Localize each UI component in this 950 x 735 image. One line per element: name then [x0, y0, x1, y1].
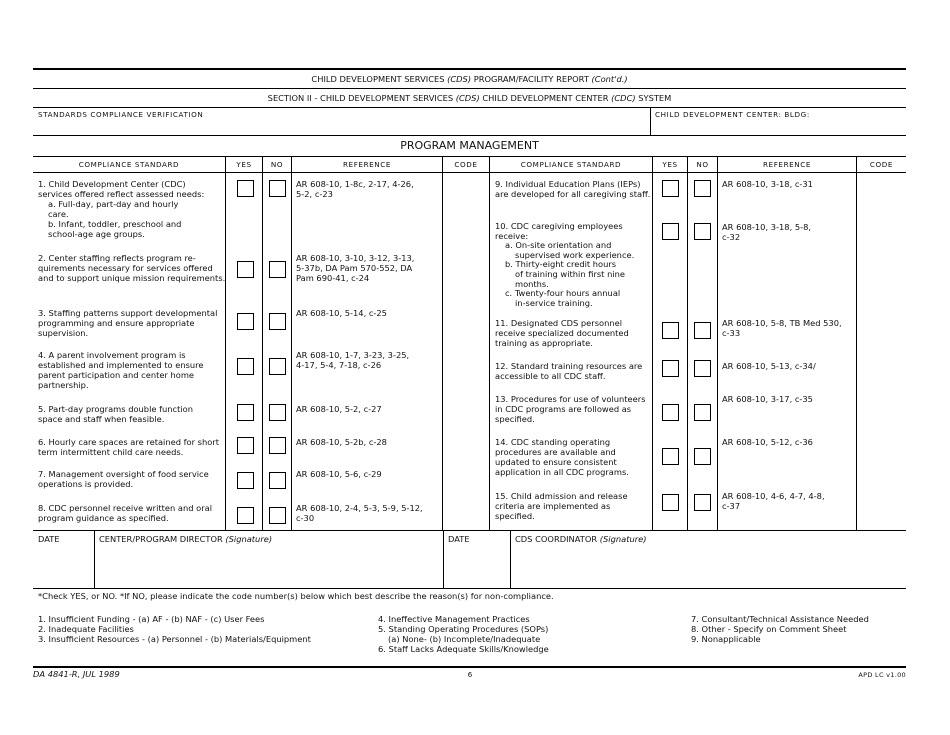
- ref-text: c-37: [722, 501, 741, 511]
- item-text: care.: [48, 209, 69, 219]
- top-border: [33, 68, 906, 70]
- ref-text: AR 608-10, 2-4, 5-3, 5-9, 5-12,: [296, 503, 423, 513]
- ref-text: 5-2, c-23: [296, 189, 333, 199]
- ref-text: AR 608-10, 5-6, c-29: [296, 469, 382, 479]
- no-checkbox-1[interactable]: [269, 180, 286, 197]
- col-no-left: NO: [270, 160, 284, 169]
- no-checkbox-3[interactable]: [269, 313, 286, 330]
- rule: [33, 107, 906, 108]
- ref-text: AR 608-10, 5-8, TB Med 530,: [722, 318, 842, 328]
- col-no-right: NO: [696, 160, 709, 169]
- item-text: quirements necessary for services offered: [38, 263, 213, 273]
- rule: [33, 88, 906, 89]
- yes-checkbox-11[interactable]: [662, 322, 679, 339]
- ref-text: 4-17, 5-4, 7-18, c-26: [296, 360, 382, 370]
- ref-text: c-30: [296, 513, 315, 523]
- item-text: 3. Staffing patterns support developmental: [38, 308, 218, 318]
- report-title: CHILD DEVELOPMENT SERVICES (CDS) PROGRAM/FACILITY REPORT (Cont'd.): [311, 74, 628, 84]
- code-text: 5. Standing Operating Procedures (SOPs): [378, 624, 549, 634]
- item-text: 8. CDC personnel receive written and oral: [38, 503, 212, 513]
- yes-checkbox-5[interactable]: [237, 404, 254, 421]
- item-text: 15. Child admission and release: [495, 491, 628, 501]
- page-number: 6: [467, 671, 473, 679]
- yes-checkbox-10[interactable]: [662, 223, 679, 240]
- standard-item-10: [495, 222, 634, 308]
- no-checkbox-5[interactable]: [269, 404, 286, 421]
- standard-item-12: [495, 361, 642, 381]
- verification-label: STANDARDS COMPLIANCE VERIFICATION: [38, 110, 204, 119]
- item-text: 11. Designated CDS personnel: [495, 318, 623, 328]
- item-text: criteria are implemented as: [495, 501, 611, 511]
- code-text: 4. Ineffective Management Practices: [378, 614, 530, 624]
- standard-item-11: [495, 318, 629, 348]
- rule: [33, 172, 906, 173]
- item-text: 7. Management oversight of food service: [38, 469, 209, 479]
- reference-11: [722, 318, 842, 338]
- program-title: PROGRAM MANAGEMENT: [400, 139, 539, 152]
- ref-text: Pam 690-41, c-24: [296, 273, 370, 283]
- reference-14: [722, 437, 813, 447]
- codes-column-3: [691, 614, 869, 644]
- center-label: CHILD DEVELOPMENT CENTER: BLDG:: [655, 110, 810, 119]
- rule: [225, 156, 226, 530]
- reference-3: [296, 308, 387, 318]
- rule: [717, 156, 718, 530]
- rule: [443, 530, 444, 588]
- reference-4: [296, 350, 409, 370]
- ref-text: 5-37b, DA Pam 570-552, DA: [296, 263, 413, 273]
- ref-text: AR 608-10, 3-18, 5-8,: [722, 222, 812, 232]
- item-text: receive:: [495, 230, 529, 241]
- rule: [262, 156, 263, 530]
- code-text: 7. Consultant/Technical Assistance Needed: [691, 614, 869, 624]
- col-standard-left: COMPLIANCE STANDARD: [78, 160, 180, 169]
- col-reference-right: REFERENCE: [762, 160, 812, 169]
- item-text: accessible to all CDC staff.: [495, 371, 606, 381]
- standard-item-3: [38, 308, 217, 338]
- standard-item-2: [38, 253, 225, 283]
- item-text: training as appropriate.: [495, 338, 593, 348]
- reference-2: [296, 253, 414, 283]
- code-text: 3. Insufficient Resources - (a) Personnel - (b) Materials/Equipment: [38, 634, 311, 644]
- standard-item-1: [38, 179, 223, 239]
- standard-item-4: [38, 350, 204, 390]
- reference-1: [296, 179, 414, 199]
- col-yes-right: YES: [662, 160, 678, 169]
- code-text: (a) None- (b) Incomplete/Inadequate: [388, 634, 541, 644]
- ref-text: AR 608-10, 3-17, c-35: [722, 394, 813, 404]
- item-text: specified.: [495, 511, 535, 521]
- item-text: a. On-site orientation and: [505, 240, 612, 251]
- ref-text: AR 608-10, 5-12, c-36: [722, 437, 813, 447]
- code-text: 6. Staff Lacks Adequate Skills/Knowledge: [378, 644, 549, 654]
- item-text: parent participation and center home: [38, 370, 194, 380]
- rule: [33, 156, 906, 157]
- rule: [856, 156, 857, 530]
- item-text: school-age age groups.: [48, 229, 145, 239]
- col-reference-left: REFERENCE: [342, 160, 392, 169]
- code-text: 9. Nonapplicable: [691, 634, 761, 644]
- ref-text: AR 608-10, 5-2b, c-28: [296, 437, 387, 447]
- section-title: SECTION II - CHILD DEVELOPMENT SERVICES (CDS) CHILD DEVELOPMENT CENTER (CDC) SYSTEM: [267, 93, 672, 103]
- ref-text: c-33: [722, 328, 741, 338]
- item-text: b. Infant, toddler, preschool and: [48, 219, 182, 229]
- yes-checkbox-13[interactable]: [662, 404, 679, 421]
- col-code-right: CODE: [869, 160, 894, 169]
- coordinator-signature-label[interactable]: CDS COORDINATOR (Signature): [515, 534, 647, 544]
- ref-text: AR 608-10, 1-8c, 2-17, 4-26,: [296, 179, 414, 189]
- item-text: 12. Standard training resources are: [495, 361, 643, 371]
- form-id: DA 4841-R, JUL 1989: [33, 669, 120, 679]
- item-text: 9. Individual Education Plans (IEPs): [495, 179, 641, 189]
- standard-item-7: [38, 469, 209, 489]
- item-text: term intermittent child care needs.: [38, 447, 184, 457]
- no-checkbox-7[interactable]: [269, 472, 286, 489]
- item-text: in-service training.: [515, 297, 593, 308]
- ref-text: AR 608-10, 4-6, 4-7, 4-8,: [722, 491, 825, 501]
- reference-9: [722, 179, 813, 189]
- ref-text: AR 608-10, 5-13, c-34/: [722, 361, 816, 371]
- standard-item-9: [495, 179, 650, 199]
- rule: [442, 156, 443, 530]
- item-text: application in all CDC programs.: [495, 467, 629, 477]
- no-checkbox-10[interactable]: [694, 223, 711, 240]
- reference-6: [296, 437, 387, 447]
- no-checkbox-4[interactable]: [269, 358, 286, 375]
- no-checkbox-9[interactable]: [694, 180, 711, 197]
- code-text: 2. Inadequate Facilities: [38, 624, 134, 634]
- rule: [687, 156, 688, 530]
- ref-text: AR 608-10, 5-14, c-25: [296, 308, 387, 318]
- item-text: receive specialized documented: [495, 328, 629, 338]
- date-label-1: DATE: [38, 534, 60, 544]
- item-text: b. Thirty-eight credit hours: [505, 259, 617, 270]
- reference-10: [722, 222, 811, 242]
- item-text: in CDC programs are followed as: [495, 404, 632, 414]
- instruction-text: *Check YES, or NO. *If NO, please indicate the code number(s) below which best describe the reason(s) for non-compliance.: [38, 591, 554, 601]
- item-text: 6. Hourly care spaces are retained for short: [38, 437, 219, 447]
- item-text: 5. Part-day programs double function: [38, 404, 194, 414]
- standard-item-6: [38, 437, 219, 457]
- yes-checkbox-3[interactable]: [237, 313, 254, 330]
- no-checkbox-8[interactable]: [269, 507, 286, 524]
- reference-12: [722, 361, 816, 371]
- yes-checkbox-8[interactable]: [237, 507, 254, 524]
- item-text: program guidance as specified.: [38, 513, 169, 523]
- item-text: a. Full-day, part-day and hourly: [48, 199, 179, 209]
- rule: [33, 135, 906, 136]
- item-text: 13. Procedures for use of volunteers: [495, 394, 646, 404]
- item-text: procedures are available and: [495, 447, 616, 457]
- rule: [650, 107, 651, 135]
- ref-text: c-32: [722, 232, 741, 242]
- item-text: operations is provided.: [38, 479, 134, 489]
- yes-checkbox-2[interactable]: [237, 261, 254, 278]
- rule: [33, 530, 906, 531]
- version-label: APD LC v1.00: [858, 671, 906, 679]
- item-text: updated to ensure consistent: [495, 457, 617, 467]
- item-text: partnership.: [38, 380, 89, 390]
- item-text: 2. Center staffing reflects program re-: [38, 253, 196, 263]
- item-text: of training within first nine: [515, 268, 625, 279]
- standard-item-14: [495, 437, 629, 477]
- item-text: specified.: [495, 414, 535, 424]
- yes-checkbox-4[interactable]: [237, 358, 254, 375]
- standard-item-5: [38, 404, 193, 424]
- date-label-2: DATE: [448, 534, 470, 544]
- yes-checkbox-14[interactable]: [662, 448, 679, 465]
- col-code-left: CODE: [454, 160, 478, 169]
- item-text: c. Twenty-four hours annual: [505, 288, 621, 299]
- yes-checkbox-7[interactable]: [237, 472, 254, 489]
- reference-5: [296, 404, 382, 414]
- ref-text: AR 608-10, 1-7, 3-23, 3-25,: [296, 350, 410, 360]
- standard-item-13: [495, 394, 646, 424]
- item-text: are developed for all caregiving staff.: [495, 189, 651, 199]
- rule: [94, 530, 95, 588]
- no-checkbox-13[interactable]: [694, 404, 711, 421]
- no-checkbox-6[interactable]: [269, 437, 286, 454]
- rule: [33, 588, 906, 589]
- reference-8: [296, 503, 423, 523]
- code-text: 8. Other - Specify on Comment Sheet: [691, 624, 847, 634]
- item-text: 14. CDC standing operating: [495, 437, 611, 447]
- standard-item-15: [495, 491, 628, 521]
- yes-checkbox-9[interactable]: [662, 180, 679, 197]
- no-checkbox-14[interactable]: [694, 448, 711, 465]
- rule: [489, 156, 490, 530]
- yes-checkbox-1[interactable]: [237, 180, 254, 197]
- codes-column-2: [378, 614, 549, 654]
- item-text: programming and ensure appropriate: [38, 318, 195, 328]
- col-standard-right: COMPLIANCE STANDARD: [520, 160, 622, 169]
- rule: [652, 156, 653, 530]
- yes-checkbox-12[interactable]: [662, 360, 679, 377]
- rule: [291, 156, 292, 530]
- ref-text: AR 608-10, 3-18, c-31: [722, 179, 813, 189]
- ref-text: AR 608-10, 5-2, c-27: [296, 404, 382, 414]
- no-checkbox-2[interactable]: [269, 261, 286, 278]
- yes-checkbox-6[interactable]: [237, 437, 254, 454]
- item-text: 4. A parent involvement program is: [38, 350, 186, 360]
- item-text: 1. Child Development Center (CDC): [38, 179, 186, 189]
- rule: [33, 666, 906, 668]
- no-checkbox-12[interactable]: [694, 360, 711, 377]
- reference-7: [296, 469, 382, 479]
- no-checkbox-11[interactable]: [694, 322, 711, 339]
- item-text: services offered reflect assessed needs:: [38, 189, 205, 199]
- item-text: months.: [515, 278, 549, 289]
- code-text: 1. Insufficient Funding - (a) AF - (b) NAF - (c) User Fees: [38, 614, 265, 624]
- standard-item-8: [38, 503, 212, 523]
- ref-text: AR 608-10, 3-10, 3-12, 3-13,: [296, 253, 415, 263]
- item-text: supervision.: [38, 328, 89, 338]
- director-signature-label[interactable]: CENTER/PROGRAM DIRECTOR (Signature): [99, 534, 273, 544]
- item-text: supervised work experience.: [515, 249, 635, 260]
- codes-column-1: [38, 614, 311, 644]
- item-text: 10. CDC caregiving employees: [495, 221, 623, 231]
- col-yes-left: YES: [236, 160, 252, 169]
- rule: [510, 530, 511, 588]
- item-text: and to support unique mission requirements.: [38, 273, 226, 283]
- item-text: established and implemented to ensure: [38, 360, 204, 370]
- no-checkbox-15[interactable]: [694, 494, 711, 511]
- item-text: space and staff when feasible.: [38, 414, 165, 424]
- reference-15: [722, 491, 825, 511]
- yes-checkbox-15[interactable]: [662, 494, 679, 511]
- reference-13: [722, 394, 813, 404]
